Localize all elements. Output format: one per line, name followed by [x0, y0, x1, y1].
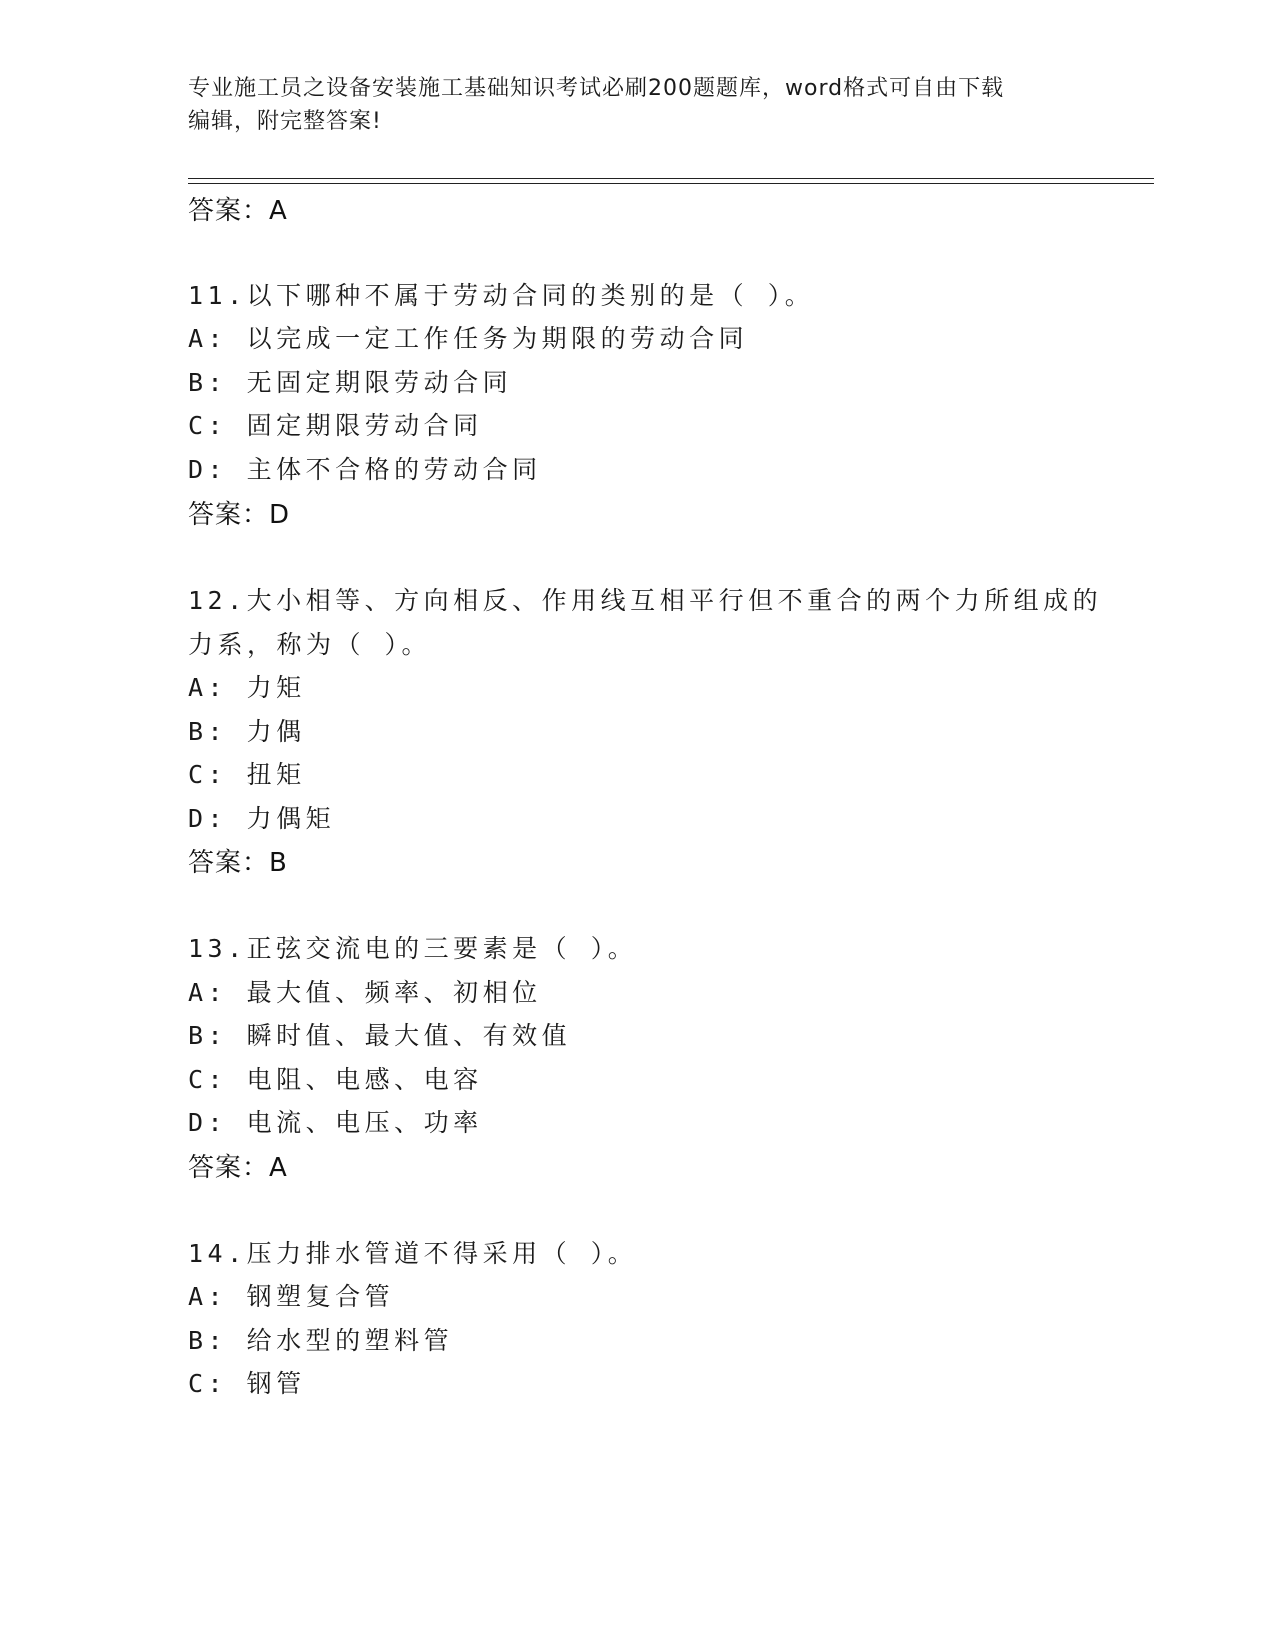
header-line-2: 编辑，附完整答案!: [188, 109, 382, 134]
question-13-option-b: B: 瞬时值、最大值、有效值: [188, 1021, 572, 1050]
question-12-answer: 答案：B: [188, 848, 288, 878]
question-14-option-b: B: 给水型的塑料管: [188, 1326, 454, 1355]
question-12-stem-line-1: 12.大小相等、方向相反、作用线互相平行但不重合的两个力所组成的: [188, 586, 1103, 615]
question-14-option-a: A: 钢塑复合管: [188, 1282, 395, 1311]
question-11-option-d: D: 主体不合格的劳动合同: [188, 455, 542, 484]
question-11-answer: 答案：D: [188, 500, 291, 530]
question-12-stem-line-2: 力系，称为（ ）。: [188, 630, 432, 659]
header-divider-bottom: [188, 183, 1154, 184]
question-11-stem: 11.以下哪种不属于劳动合同的类别的是（ ）。: [188, 281, 815, 310]
question-13-answer: 答案：A: [188, 1153, 288, 1183]
question-13-option-d: D: 电流、电压、功率: [188, 1108, 483, 1137]
question-13-stem: 13.正弦交流电的三要素是（ ）。: [188, 934, 638, 963]
question-12-option-a: A: 力矩: [188, 673, 306, 702]
question-14-option-c: C: 钢管: [188, 1369, 306, 1398]
question-12-option-c: C: 扭矩: [188, 760, 306, 789]
document-header: [188, 72, 1068, 138]
question-11-option-b: B: 无固定期限劳动合同: [188, 368, 513, 397]
previous-answer: 答案：A: [188, 196, 288, 226]
header-line-1: 专业施工员之设备安装施工基础知识考试必刷200题题库，word格式可自由下载: [188, 76, 1005, 101]
question-11-option-a: A: 以完成一定工作任务为期限的劳动合同: [188, 324, 749, 353]
question-13-option-a: A: 最大值、频率、初相位: [188, 978, 542, 1007]
question-13-option-c: C: 电阻、电感、电容: [188, 1065, 483, 1094]
question-12-option-d: D: 力偶矩: [188, 804, 336, 833]
question-12-option-b: B: 力偶: [188, 717, 306, 746]
header-divider-top: [188, 178, 1154, 179]
question-14-stem: 14.压力排水管道不得采用（ ）。: [188, 1239, 638, 1268]
question-11-option-c: C: 固定期限劳动合同: [188, 411, 483, 440]
